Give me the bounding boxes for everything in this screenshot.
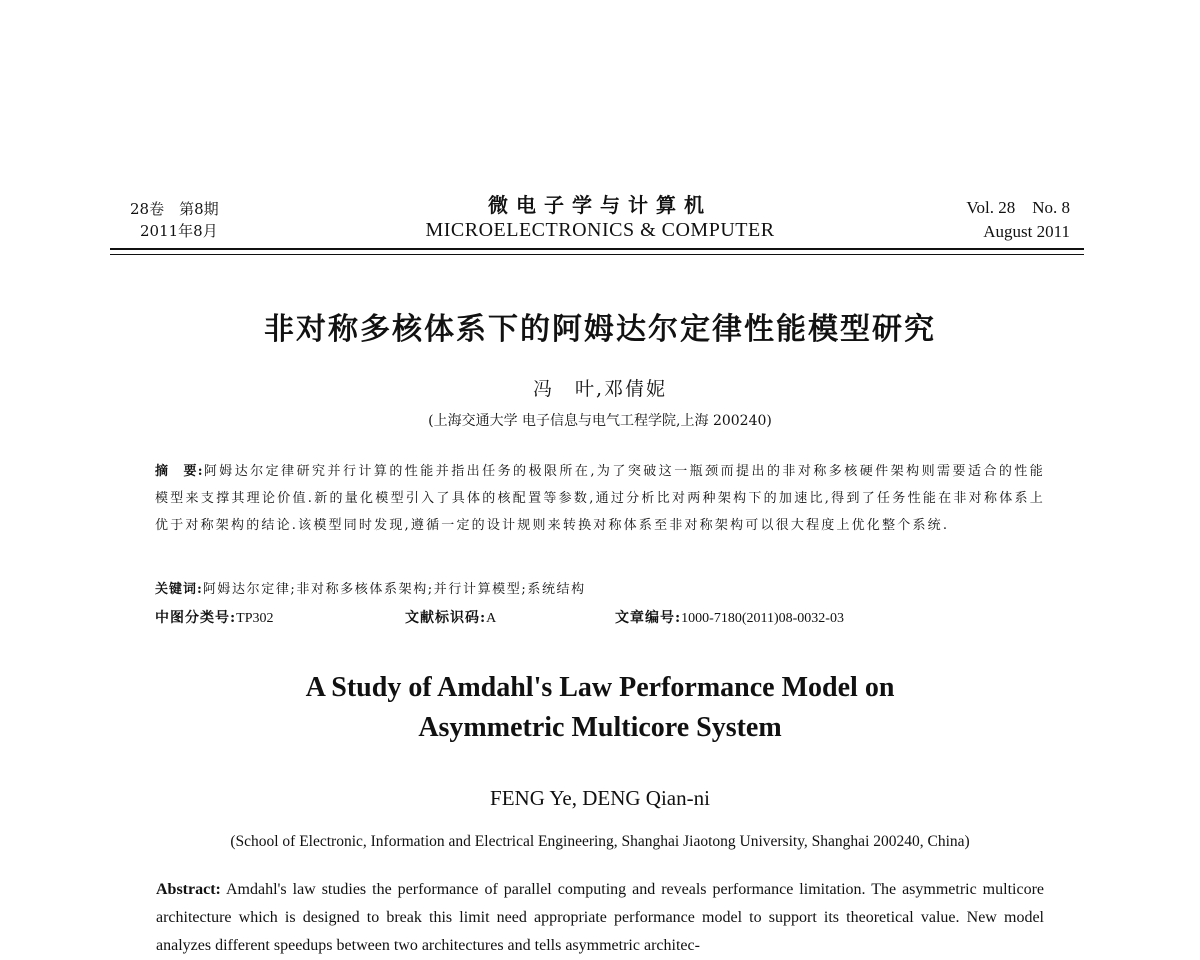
paper-title-en [0,668,1200,748]
affiliation-cn: (上海交通大学 电子信息与电气工程学院,上海 200240) [428,413,772,429]
authors-en: FENG Ye, DENG Qian-ni [490,786,710,810]
header-right [900,196,1070,244]
keywords-text-cn: 阿姆达尔定律;非对称多核体系架构;并行计算模型;系统结构 [202,582,586,597]
header-left [130,198,270,242]
date-cn: 2011年8月 [140,222,218,240]
paper-title-cn: 非对称多核体系下的阿姆达尔定律性能模型研究 [264,312,936,347]
volume-issue-en: Vol. 28 No. 8 [966,198,1070,217]
abstract-text-cn: 阿姆达尔定律研究并行计算的性能并指出任务的极限所在,为了突破这一瓶颈而提出的非对称多核硬件架构则需要适合的性能模型来支撑其理论价值.新的量化模型引入了具体的核配置等参数,通过分析比对两种架构下的加速比,得到了任务性能在非对称体系上优于对称架构的结论.该模型同时发现,遵循一定的设计规则来转换对称体系至非对称架构可以很大程度上优化整个系统. [155,464,1045,533]
article-no-field [615,607,844,627]
doc-code-field [405,607,496,627]
journal-name [360,193,840,243]
journal-name-en: MICROELECTRONICS & COMPUTER [425,219,775,241]
keywords-label-cn: 关键词: [155,582,203,597]
abstract-cn [155,458,1045,539]
doc-code-label: 文献标识码: [405,610,487,626]
header-rule-thick [110,248,1084,250]
header-rule-thin [110,254,1084,255]
paper-title-en-line2: Asymmetric Multicore System [418,712,782,743]
article-no-label: 文章编号: [615,610,682,626]
clc-label: 中图分类号: [155,610,237,626]
paper-title-en-line1: A Study of Amdahl's Law Performance Model on [305,672,895,703]
doc-code-value: A [486,611,497,626]
journal-name-cn: 微电子学与计算机 [488,193,712,217]
clc-field [155,607,274,627]
abstract-text-en: Amdahl's law studies the performance of parallel computing and reveals performance limitation. The asymmetric multicore architecture which is designed to break this limit need appropriate performance model to support its theoretical value. New model analyzes different speedups between two architectures and tells asymmetric architec- [156,881,1044,954]
abstract-en [156,876,1044,960]
abstract-label-cn: 摘 要: [155,464,204,479]
clc-value: TP302 [236,611,274,626]
abstract-label-en: Abstract: [156,881,221,898]
volume-issue-cn: 28卷 第8期 [130,200,219,218]
date-en: August 2011 [983,222,1070,241]
keywords-cn [155,578,1045,597]
authors-cn: 冯 叶,邓倩妮 [532,378,668,400]
affiliation-en: (School of Electronic, Information and Electrical Engineering, Shanghai Jiaotong University, Shanghai 200240, China) [230,833,970,850]
article-no-value: 1000-7180(2011)08-0032-03 [681,611,844,626]
